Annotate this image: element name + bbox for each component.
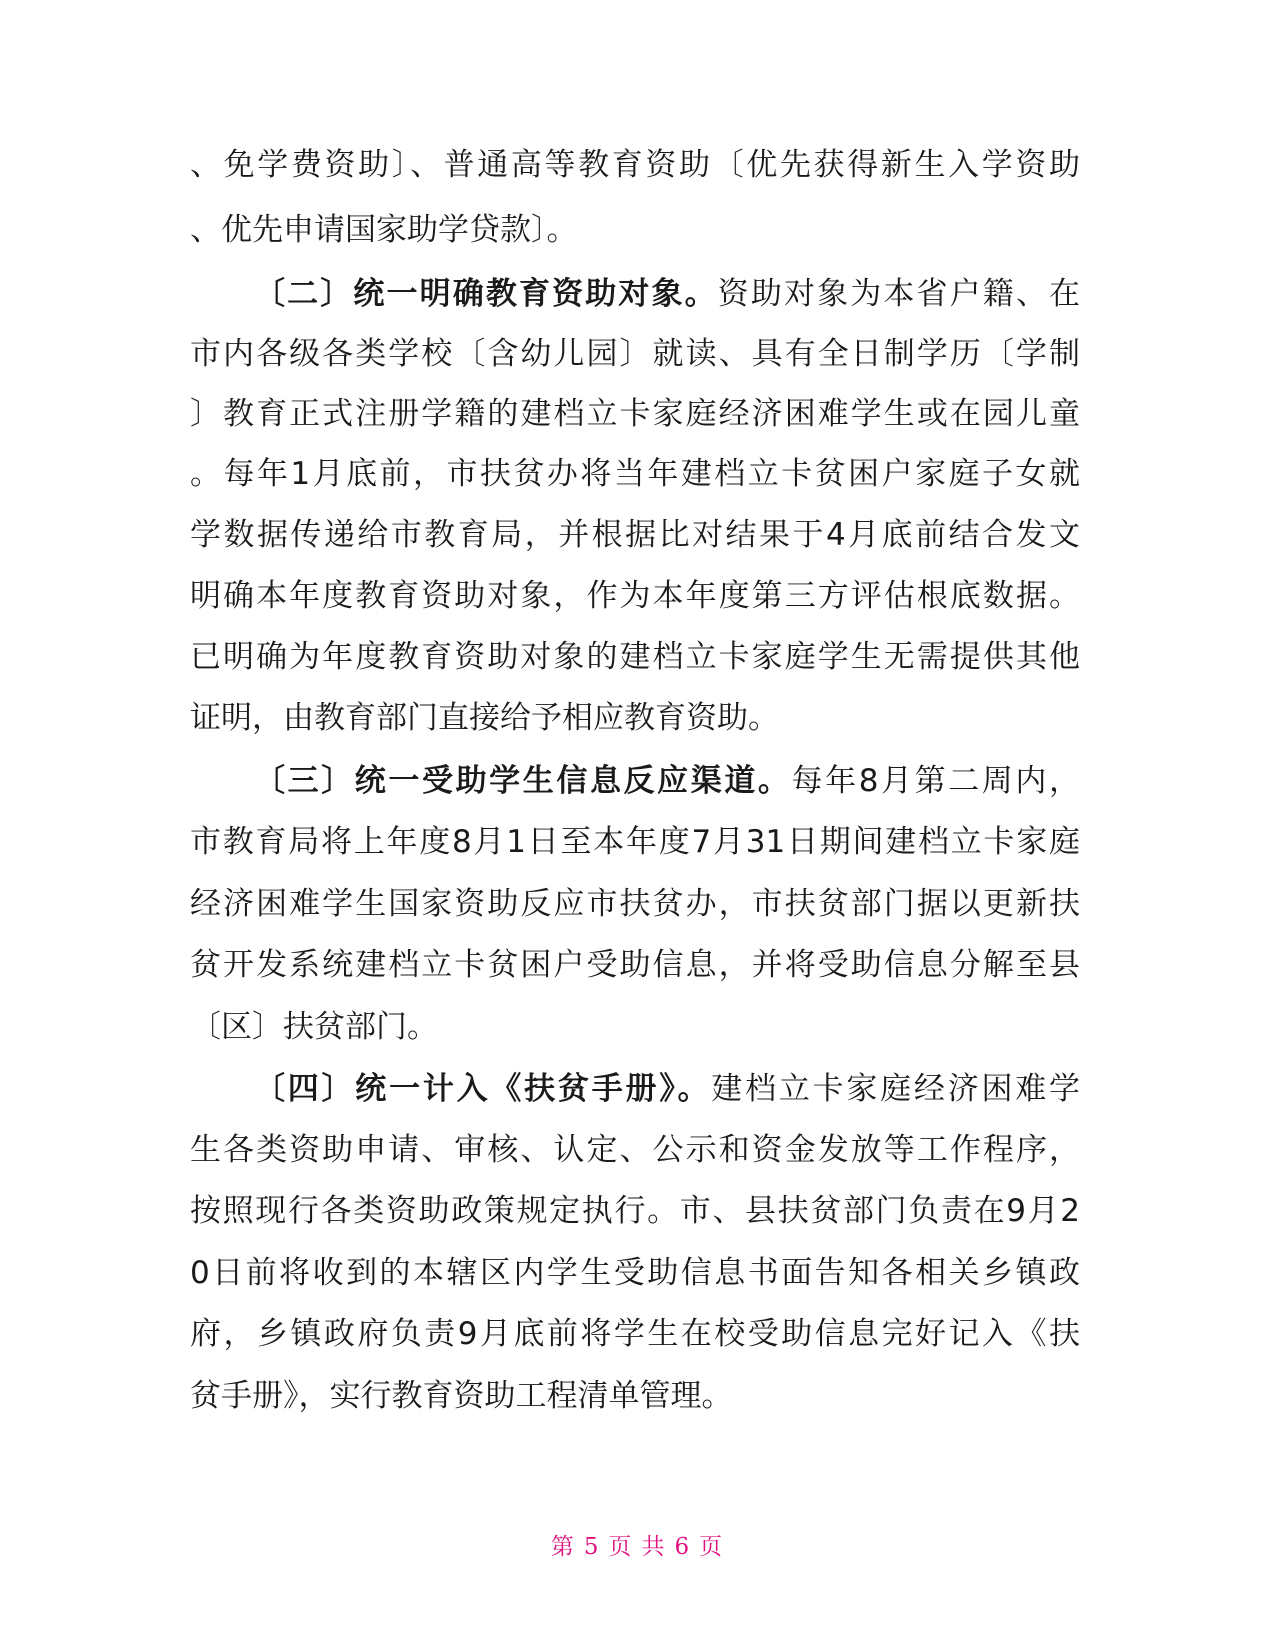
body-line: 贫手册》，实行教育资助工程清单管理。	[190, 1378, 733, 1414]
body-line: 明确本年度教育资助对象，作为本年度第三方评估根底数据。	[190, 578, 1080, 614]
footer-label-page-unit: 页	[608, 1534, 634, 1560]
section-3-line	[254, 749, 1080, 813]
body-line: 市内各级各类学校〔含幼儿园〕就读、具有全日制学历〔学制	[190, 336, 1080, 372]
body-line: 0日前将收到的本辖区内学生受助信息书面告知各相关乡镇政	[190, 1255, 1080, 1291]
body-line: 生各类资助申请、审核、认定、公示和资金发放等工作程序，	[190, 1132, 1080, 1168]
footer-current-page: 5	[583, 1534, 601, 1560]
body-line: 已明确为年度教育资助对象的建档立卡家庭学生无需提供其他	[190, 639, 1080, 675]
section-4-heading: 〔四〕统一计入《扶贫手册》。	[254, 1071, 712, 1107]
section-4-line	[254, 1057, 1080, 1121]
footer-total-pages: 6	[674, 1534, 692, 1560]
body-line: 〔区〕扶贫部门。	[190, 1009, 438, 1045]
body-line: 、优先申请国家助学贷款〕。	[190, 212, 578, 248]
body-text: 建档立卡家庭经济困难学	[711, 1071, 1081, 1107]
section-2-line	[254, 262, 1080, 326]
body-line: 。每年1月底前，市扶贫办将当年建档立卡贫困户家庭子女就	[190, 456, 1080, 492]
page-footer	[0, 1528, 1275, 1561]
body-line: 证明，由教育部门直接给予相应教育资助。	[190, 700, 779, 736]
body-text: 每年8月第二周内，	[791, 763, 1080, 799]
body-line: 、免学费资助〕、普通高等教育资助〔优先获得新生入学资助	[190, 147, 1080, 183]
footer-label-total-unit: 页	[699, 1534, 725, 1560]
body-line: 市教育局将上年度8月1日至本年度7月31日期间建档立卡家庭	[190, 824, 1080, 860]
body-line: 按照现行各类资助政策规定执行。市、县扶贫部门负责在9月2	[190, 1193, 1080, 1229]
footer-label-page: 第	[550, 1534, 576, 1560]
body-line: 〕教育正式注册学籍的建档立卡家庭经济困难学生或在园儿童	[190, 396, 1080, 432]
section-3-heading: 〔三〕统一受助学生信息反应渠道。	[254, 763, 792, 799]
body-line: 贫开发系统建档立卡贫困户受助信息，并将受助信息分解至县	[190, 947, 1080, 983]
body-line: 府，乡镇政府负责9月底前将学生在校受助信息完好记入《扶	[190, 1316, 1080, 1352]
section-2-heading: 〔二〕统一明确教育资助对象。	[254, 276, 718, 312]
body-line: 经济困难学生国家资助反应市扶贫办，市扶贫部门据以更新扶	[190, 886, 1080, 922]
body-text: 资助对象为本省户籍、在	[717, 276, 1080, 312]
body-line: 学数据传递给市教育局，并根据比对结果于4月底前结合发文	[190, 517, 1080, 553]
footer-label-total: 共	[641, 1534, 667, 1560]
